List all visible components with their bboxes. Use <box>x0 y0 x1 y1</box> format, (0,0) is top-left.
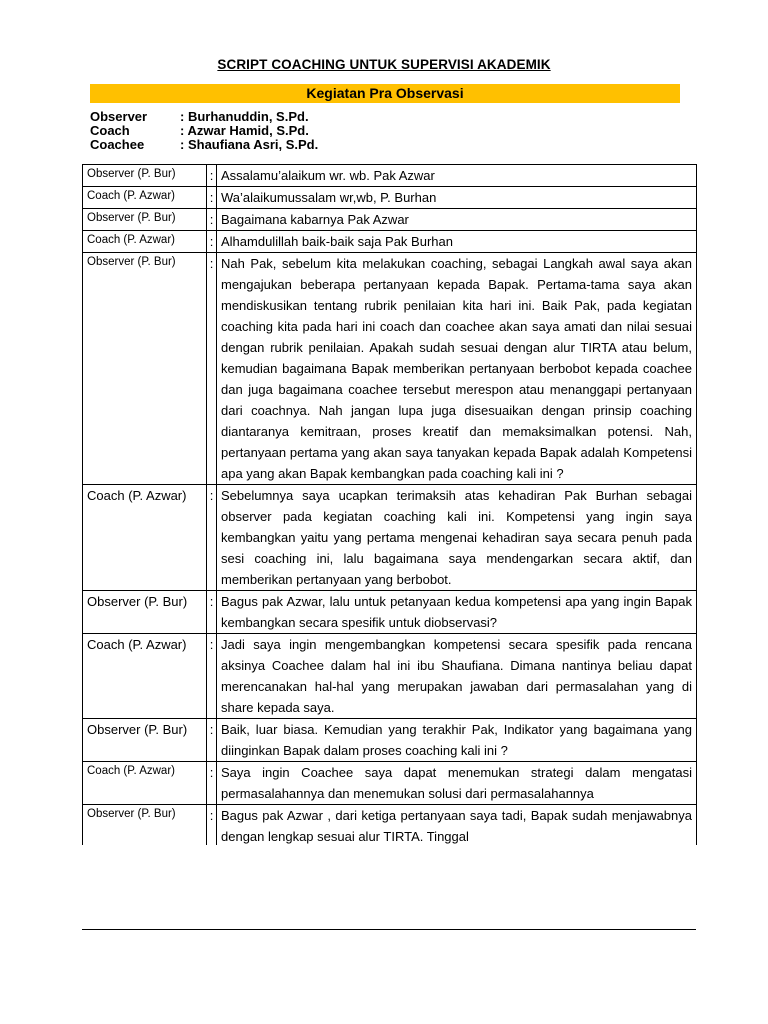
colon-cell: : <box>207 634 217 719</box>
participant-name: : Burhanuddin, S.Pd. <box>180 110 309 124</box>
speaker-cell: Observer (P. Bur) <box>83 719 207 762</box>
utterance-cell: Bagaimana kabarnya Pak Azwar <box>217 209 697 231</box>
dialog-row <box>83 805 697 846</box>
utterance-cell: Bagus pak Azwar, lalu untuk petanyaan kedua kompetensi apa yang ingin Bapak kembangkan secara spesifik untuk diobservasi? <box>217 591 697 634</box>
speaker-cell: Coach (P. Azwar) <box>83 231 207 253</box>
participant-role: Coachee <box>90 137 145 152</box>
dialog-row <box>83 762 697 805</box>
dialog-row <box>83 209 697 231</box>
participant-name: : Shaufiana Asri, S.Pd. <box>180 138 318 152</box>
participant-list <box>90 110 318 152</box>
colon-cell: : <box>207 187 217 209</box>
dialog-table <box>82 164 697 845</box>
participant-role: Coach <box>90 123 130 138</box>
dialog-row <box>83 485 697 591</box>
utterance-cell: Wa’alaikumussalam wr,wb, P. Burhan <box>217 187 697 209</box>
utterance-cell: Assalamu’alaikum wr. wb. Pak Azwar <box>217 165 697 187</box>
document-title: SCRIPT COACHING UNTUK SUPERVISI AKADEMIK <box>217 57 551 72</box>
participant-role: Observer <box>90 109 148 124</box>
table-bottom-border <box>82 929 696 930</box>
colon-cell: : <box>207 485 217 591</box>
speaker-cell: Observer (P. Bur) <box>83 805 207 846</box>
utterance-cell <box>217 805 697 846</box>
utterance-cell: Nah Pak, sebelum kita melakukan coaching, sebagai Langkah awal saya akan mengajukan beberapa pertanyaan kepada Bapak. Pertama-tama saya akan mendiskusikan tentang rubrik penilaian kita hari ini. Baik Pak, pada kegiatan coaching kita pada hari ini coach dan coachee akan saya amati dan nilai sesuai dengan rubrik penilaian. Apakah sudah sesuai dengan alur TIRTA atau belum, kemudian bagaimana Bapak memberikan pertanyaan berbobot kepada coachee dan juga bagaimana coachee tersebut merespon atau menanggapi pertanyaan dari coachnya. Nah jangan lupa juga disesuaikan dengan prinsip coaching diantaranya kemitraan, proses kreatif dan memaksimalkan potensi. Nah, pertanyaan pertama yang akan saya tanyakan kepada Bapak adalah Kompetensi apa yang akan Bapak kembangkan pada coaching kali ini ? <box>217 253 697 485</box>
utterance-cell: Alhamdulillah baik-baik saja Pak Burhan <box>217 231 697 253</box>
dialog-row <box>83 253 697 485</box>
participant-coach <box>90 124 318 138</box>
dialog-row <box>83 634 697 719</box>
speaker-cell: Observer (P. Bur) <box>83 253 207 485</box>
speaker-cell: Observer (P. Bur) <box>83 209 207 231</box>
utterance-text: Bagus pak Azwar , dari ketiga pertanyaan saya tadi, Bapak sudah menjawabnya dengan lengkap sesuai alur TIRTA. Tinggal <box>221 808 692 844</box>
utterance-cell: Sebelumnya saya ucapkan terimaksih atas kehadiran Pak Burhan sebagai observer pada kegiatan coaching kali ini. Kompetensi yang ingin saya kembangkan yaitu yang pertama mengenai kehadiran saya secara penuh pada sesi coaching ini, lalu bagaimana saya mendengarkan secara aktif, dan memberikan pertanyaan yang berbobot. <box>217 485 697 591</box>
dialog-row <box>83 165 697 187</box>
dialog-row <box>83 591 697 634</box>
participant-coachee <box>90 138 318 152</box>
colon-cell: : <box>207 165 217 187</box>
speaker-cell: Observer (P. Bur) <box>83 591 207 634</box>
dialog-row <box>83 187 697 209</box>
speaker-cell: Coach (P. Azwar) <box>83 762 207 805</box>
speaker-cell: Coach (P. Azwar) <box>83 485 207 591</box>
colon-cell: : <box>207 591 217 634</box>
section-banner: Kegiatan Pra Observasi <box>90 84 680 103</box>
colon-cell: : <box>207 762 217 805</box>
participant-name: : Azwar Hamid, S.Pd. <box>180 124 309 138</box>
utterance-cell: Baik, luar biasa. Kemudian yang terakhir Pak, Indikator yang bagaimana yang diinginkan Bapak dalam proses coaching kali ini ? <box>217 719 697 762</box>
dialog-row <box>83 231 697 253</box>
utterance-cell: Jadi saya ingin mengembangkan kompetensi secara spesifik pada rencana aksinya Coachee dalam hal ini ibu Shaufiana. Dimana nantinya beliau dapat merencanakan hal-hal yang merupakan jawaban dari permasalahan yang di share kepada saya. <box>217 634 697 719</box>
colon-cell: : <box>207 253 217 485</box>
colon-cell: : <box>207 805 217 846</box>
speaker-cell: Observer (P. Bur) <box>83 165 207 187</box>
speaker-cell: Coach (P. Azwar) <box>83 187 207 209</box>
speaker-cell: Coach (P. Azwar) <box>83 634 207 719</box>
colon-cell: : <box>207 231 217 253</box>
participant-observer <box>90 110 318 124</box>
dialog-row <box>83 719 697 762</box>
utterance-cell: Saya ingin Coachee saya dapat menemukan strategi dalam mengatasi permasalahannya dan menemukan solusi dari permasalahannya <box>217 762 697 805</box>
colon-cell: : <box>207 719 217 762</box>
colon-cell: : <box>207 209 217 231</box>
